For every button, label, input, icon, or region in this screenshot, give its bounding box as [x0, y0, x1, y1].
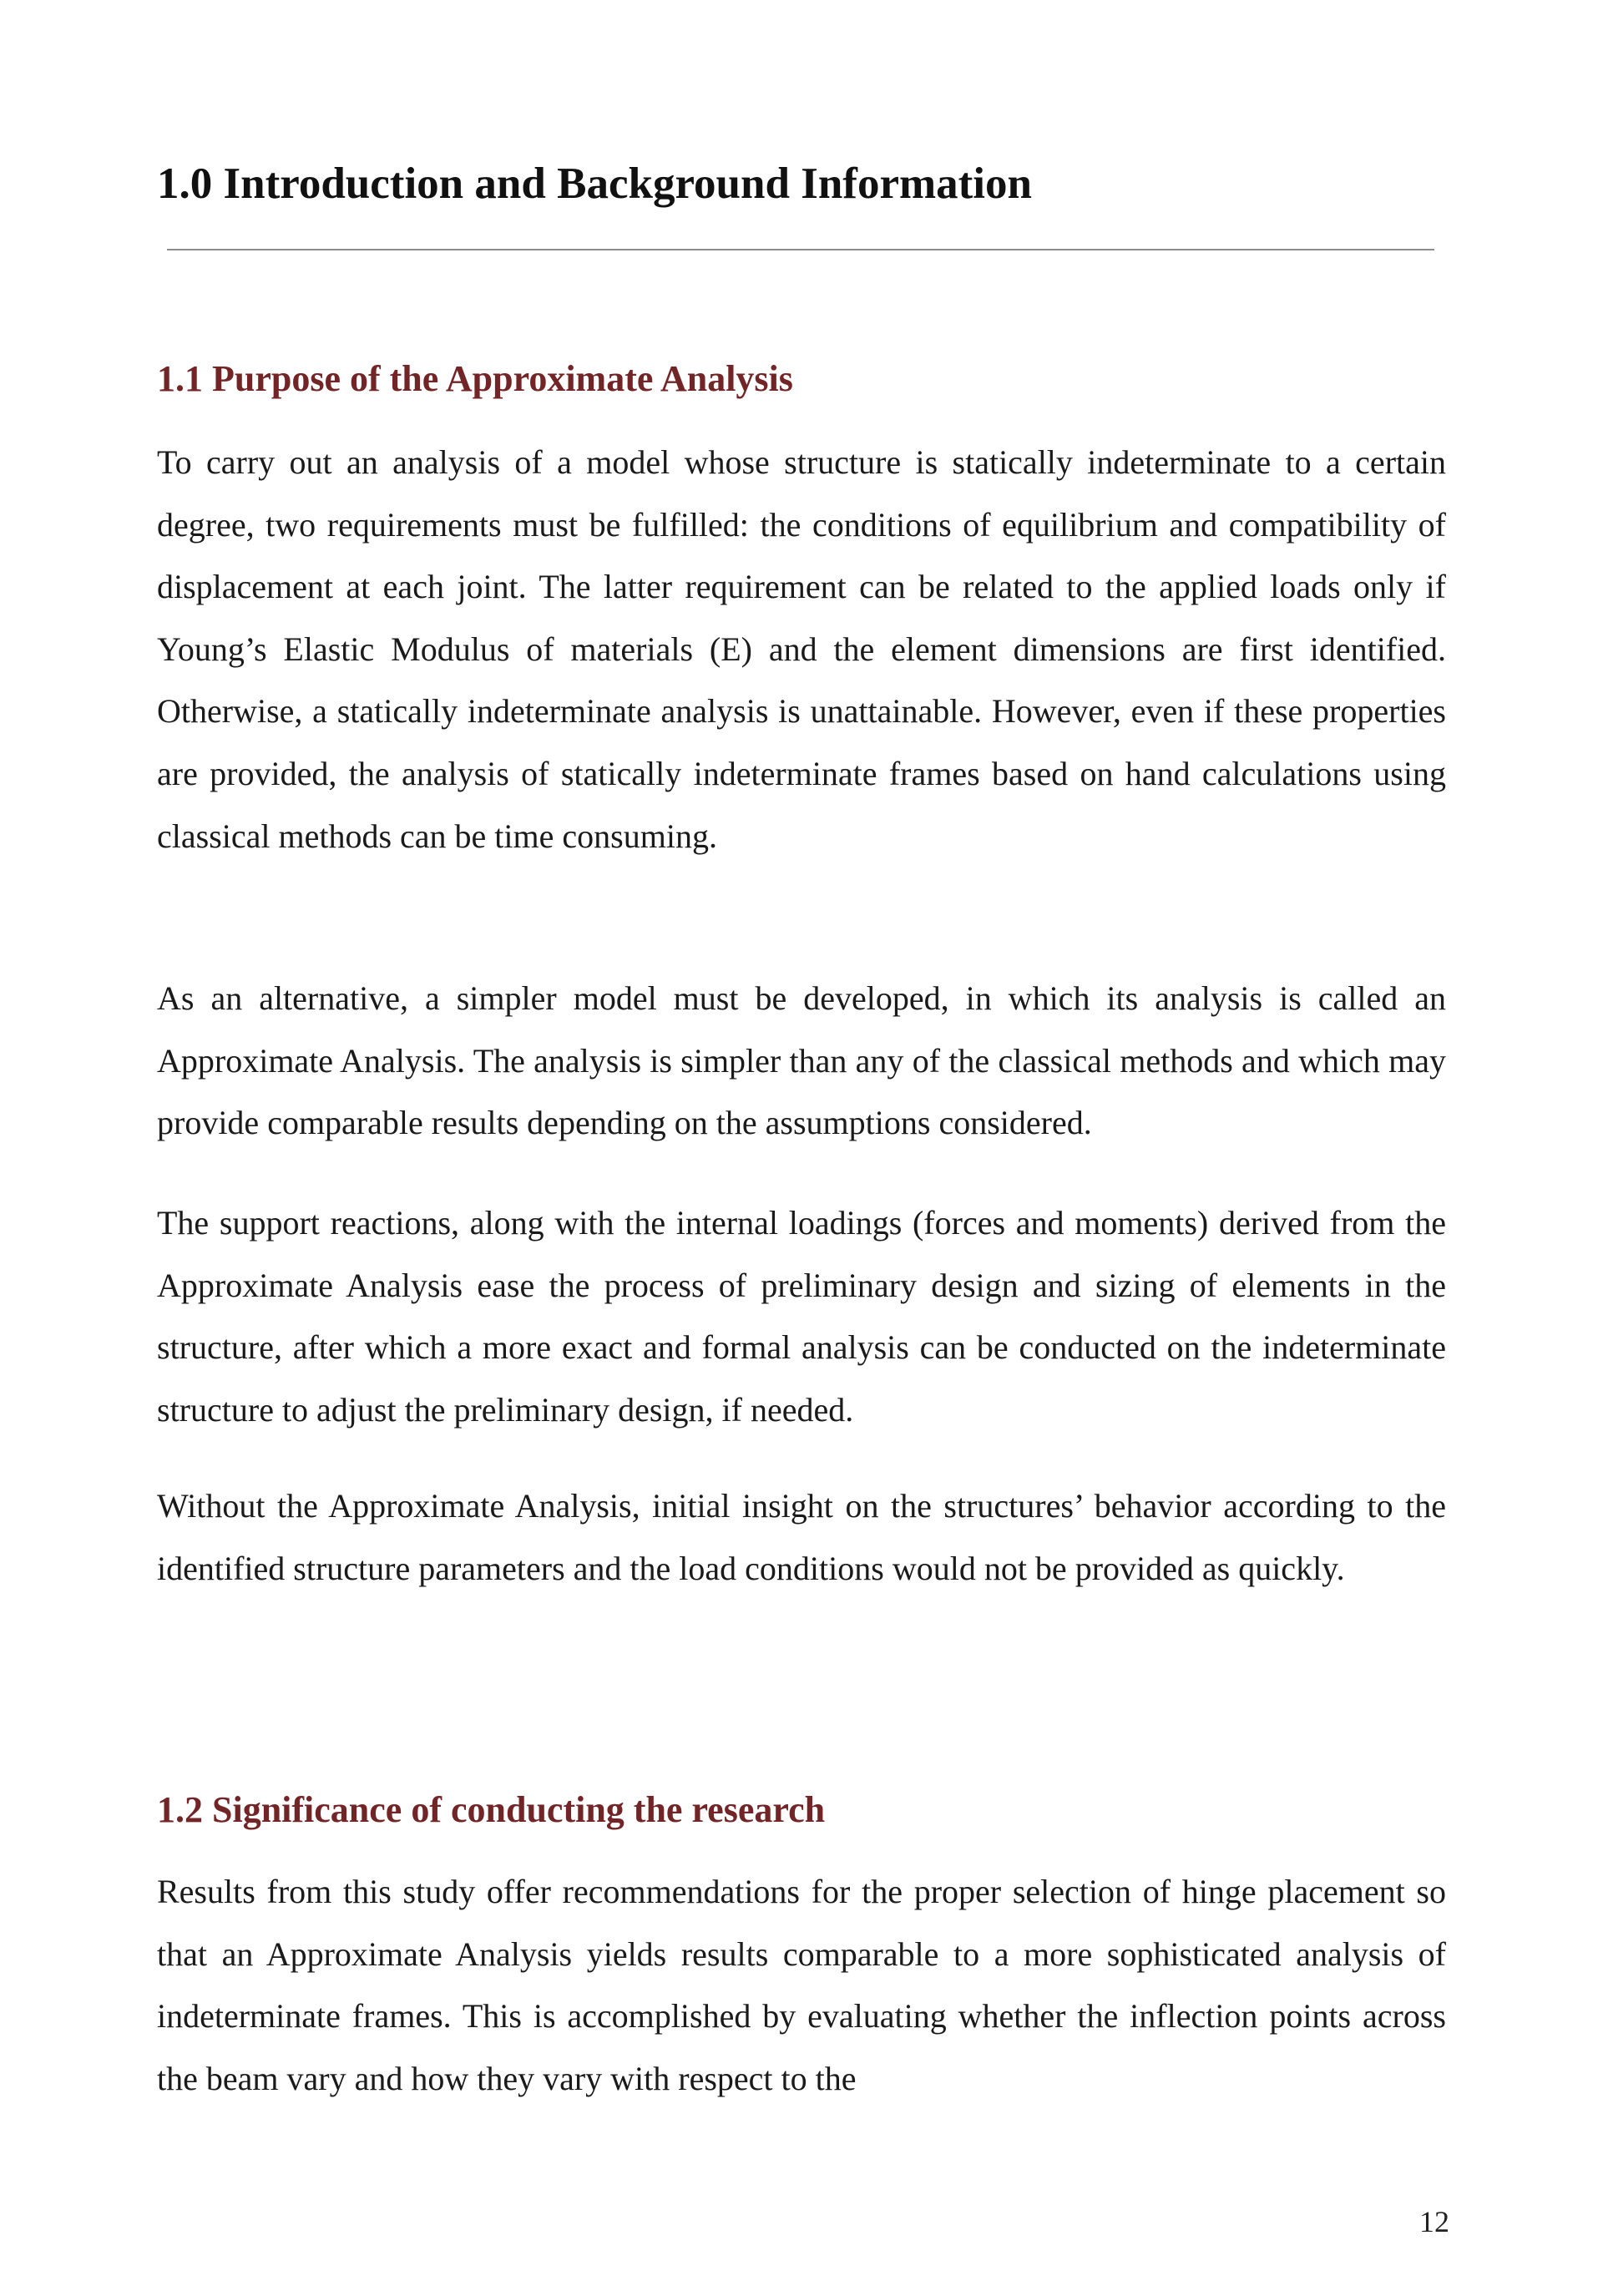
section-heading-1-1: 1.1 Purpose of the Approximate Analysis — [157, 358, 793, 399]
paragraph-significance-1: Results from this study offer recommendations for the proper selection of hinge placement so that an Approximate Analysis yields results comparable to a more sophisticated analysis of indeterminate frames. This is accomplished by evaluating whether the inflection points across the beam vary and how they vary with respect to the — [157, 1873, 1446, 2097]
paragraph-purpose-3: The support reactions, along with the internal loadings (forces and moments) derived from the Approximate Analysis ease the process of preliminary design and sizing of elements in the structure, after which a more exact and formal analysis can be conducted on the indeterminate structure to adjust the preliminary design, if needed. — [157, 1204, 1446, 1429]
paragraph-purpose-1: To carry out an analysis of a model whose structure is statically indeterminate to a certain degree, two requirements must be fulfilled: the conditions of equilibrium and compatibility of displacement at each joint. The latter requirement can be related to the applied loads only if Young’s Elastic Modulus of materials (E) and the element dimensions are first identified. Otherwise, a statically indeterminate analysis is unattainable. However, even if these properties are provided, the analysis of statically indeterminate frames based on hand calculations using classical methods can be time consuming. — [157, 443, 1446, 855]
page-number: 12 — [1419, 2205, 1449, 2238]
paragraph-purpose-2: As an alternative, a simpler model must be developed, in which its analysis is called an Approximate Analysis. The analysis is simpler than any of the classical methods and which may provide comparable results depending on the assumptions considered. — [157, 979, 1446, 1142]
chapter-title: 1.0 Introduction and Background Information — [157, 159, 1032, 208]
chapter-divider — [167, 249, 1434, 250]
paragraph-purpose-4: Without the Approximate Analysis, initial insight on the structures’ behavior according to the identified structure parameters and the load conditions would not be provided as quickly. — [157, 1487, 1446, 1587]
section-heading-1-2: 1.2 Significance of conducting the research — [157, 1789, 826, 1830]
